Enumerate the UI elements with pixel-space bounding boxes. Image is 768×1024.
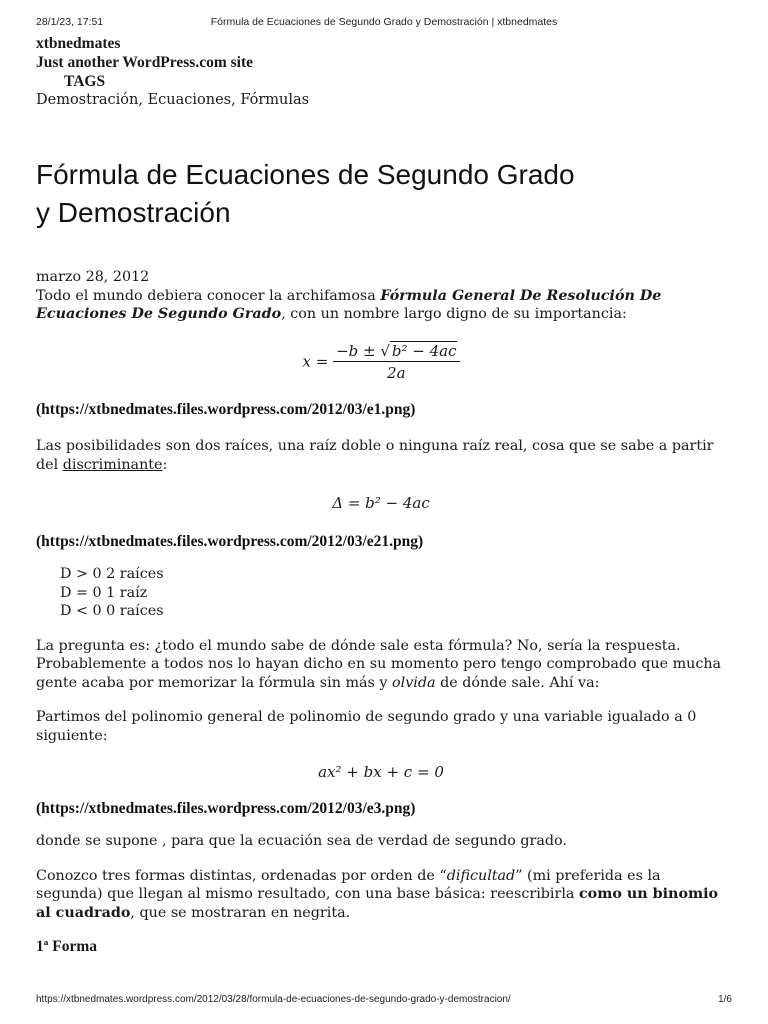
tag-separator: , xyxy=(231,92,241,108)
roots-cases xyxy=(36,565,726,621)
tags-list xyxy=(36,91,736,110)
question-text: La pregunta es: ¿todo el mundo sabe de dónde sale esta fórmula? No, sería la respuesta. Probablemente a todos nos lo hayan dicho en su momento pero tengo comprobado que mucha gente acaba por memorizar la fórmula sin más y xyxy=(36,637,722,691)
bold-binomio: como un binomio al cuadrado xyxy=(36,886,719,921)
section-heading-first-method: 1ª Forma xyxy=(36,938,98,955)
question-text-end: de dónde sale. Ahí va: xyxy=(435,674,600,691)
discriminant-paragraph xyxy=(36,437,726,474)
numerator-prefix: −b ± √ xyxy=(336,341,390,360)
formula-lhs: x = xyxy=(302,352,329,370)
post-title-line-2: y Demostración xyxy=(36,197,231,228)
print-page-title: Fórmula de Ecuaciones de Segundo Grado y Demostración | xtbnedmates xyxy=(210,16,558,28)
emphasis-olvida: olvida xyxy=(392,674,436,691)
discriminant-colon: : xyxy=(162,456,168,473)
general-polynomial-formula: ax² + bx + c = 0 xyxy=(318,763,444,781)
tags-label: TAGS xyxy=(64,73,106,90)
image-link-e1[interactable]: (https://xtbnedmates.files.wordpress.com/2012/03/e1.png) xyxy=(36,400,416,418)
case-negative: D < 0 0 raíces xyxy=(60,603,164,619)
formula-numerator xyxy=(333,342,459,363)
polynomial-paragraph: Partimos del polinomio general de polinomio de segundo grado y una variable igualado a 0 siguiente: xyxy=(36,709,697,744)
case-zero: D = 0 1 raíz xyxy=(60,584,148,601)
discriminant-link[interactable]: discriminante xyxy=(62,456,163,473)
post-title xyxy=(36,156,716,232)
print-url: https://xtbnedmates.wordpress.com/2012/03/28/formula-de-ecuaciones-de-segundo-grado-y-demostracion/ xyxy=(36,994,511,1005)
methods-text-mid: ” (mi preferida es la segunda) que llegan al mismo resultado, con una base básica: reescribirla xyxy=(36,867,661,902)
tag-link-formulas[interactable]: Fórmulas xyxy=(240,92,310,108)
post-content xyxy=(36,268,726,957)
formula-denominator: 2a xyxy=(387,364,406,382)
radicand: b² − 4ac xyxy=(391,341,457,360)
formula-fraction xyxy=(333,342,459,383)
methods-text-end: , que se mostraran en negrita. xyxy=(130,904,351,921)
tag-link-ecuaciones[interactable]: Ecuaciones xyxy=(147,92,232,108)
case-positive: D > 0 2 raíces xyxy=(60,566,164,582)
tag-separator: , xyxy=(138,92,148,108)
print-footer xyxy=(36,994,732,1005)
methods-paragraph xyxy=(36,867,726,923)
assumption-paragraph: donde se supone , para que la ecuación sea de verdad de segundo grado. xyxy=(36,833,567,849)
post-date: marzo 28, 2012 xyxy=(36,269,150,285)
site-name-link[interactable]: xtbnedmates xyxy=(36,35,121,52)
intro-text: Todo el mundo debiera conocer la archifamosa xyxy=(36,287,381,304)
print-header xyxy=(36,16,732,28)
discriminant-formula: Δ = b² − 4ac xyxy=(332,494,430,512)
image-link-e3[interactable]: (https://xtbnedmates.files.wordpress.com/2012/03/e3.png) xyxy=(36,799,416,817)
discriminant-text: Las posibilidades son dos raíces, una raíz doble o ninguna raíz real, cosa que se sabe a partir del xyxy=(36,438,714,473)
image-link-e21[interactable]: (https://xtbnedmates.files.wordpress.com/2012/03/e21.png) xyxy=(36,532,424,550)
formula-name: Fórmula General De Resolución De Ecuaciones De Segundo Grado xyxy=(36,287,662,322)
question-paragraph xyxy=(36,637,726,693)
site-header xyxy=(36,34,736,110)
post-title-line-1: Fórmula de Ecuaciones de Segundo Grado xyxy=(36,159,575,190)
emphasis-dificultad: dificultad xyxy=(446,867,516,884)
print-date: 28/1/23, 17:51 xyxy=(36,16,104,28)
print-page-number: 1/6 xyxy=(718,994,732,1005)
quadratic-formula xyxy=(36,342,726,383)
methods-text: Conozco tres formas distintas, ordenadas por orden de “ xyxy=(36,867,447,884)
tag-link-demostracion[interactable]: Demostración xyxy=(36,92,139,108)
site-description: Just another WordPress.com site xyxy=(36,54,253,71)
intro-text-end: , con un nombre largo digno de su importancia: xyxy=(281,306,627,322)
intro-paragraph xyxy=(36,287,726,324)
